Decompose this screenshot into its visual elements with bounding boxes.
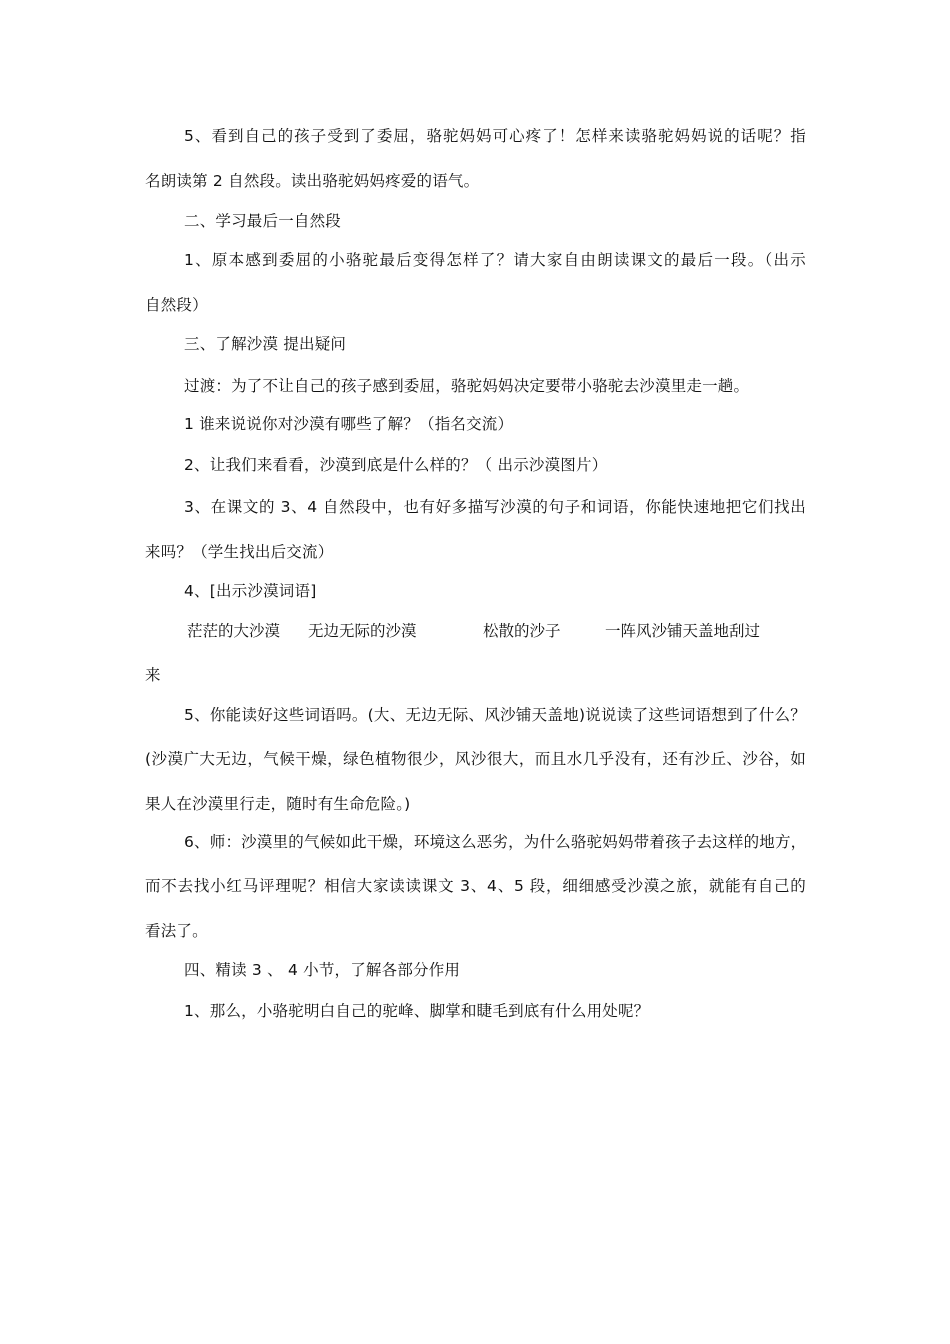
paragraph-line: 来吗？（学生找出后交流） [145, 543, 334, 561]
paragraph-line: 5、看到自己的孩子受到了委屈，骆驼妈妈可心疼了！怎样来读骆驼妈妈说的话呢？指 [184, 127, 806, 145]
paragraph-line: 1、原本感到委屈的小骆驼最后变得怎样了？请大家自由朗读课文的最后一段。（出示 [184, 251, 806, 269]
section-heading: 三、了解沙漠 提出疑问 [184, 335, 347, 353]
paragraph-line: 4、[出示沙漠词语] [184, 582, 317, 600]
paragraph-line: 5、你能读好这些词语吗。(大、无边无际、风沙铺天盖地)说说读了这些词语想到了什么？ [184, 706, 806, 724]
word-item: 无边无际的沙漠 [308, 622, 417, 640]
section-heading: 二、学习最后一自然段 [184, 212, 342, 230]
paragraph-line: 3、在课文的 3、4 自然段中，也有好多描写沙漠的句子和词语，你能快速地把它们找出 [184, 498, 806, 516]
paragraph-line: 而不去找小红马评理呢？相信大家读读课文 3、4、5 段，细细感受沙漠之旅，就能有自己的 [145, 877, 806, 895]
paragraph-line: 1 谁来说说你对沙漠有哪些了解？（指名交流） [184, 415, 514, 433]
section-heading: 四、精读 3 、 4 小节，了解各部分作用 [184, 961, 461, 979]
paragraph-line: (沙漠广大无边，气候干燥，绿色植物很少，风沙很大，而且水几乎没有，还有沙丘、沙谷，如 [145, 750, 806, 768]
word-item: 茫茫的大沙漠 [187, 622, 281, 640]
word-item: 松散的沙子 [483, 622, 561, 640]
paragraph-line: 看法了。 [145, 922, 208, 940]
paragraph-line: 果人在沙漠里行走，随时有生命危险。) [145, 795, 411, 813]
word-item: 一阵风沙铺天盖地刮过 [605, 622, 761, 640]
paragraph-line: 过渡：为了不让自己的孩子感到委屈，骆驼妈妈决定要带小骆驼去沙漠里走一趟。 [184, 377, 750, 395]
paragraph-line: 来 [145, 666, 161, 684]
paragraph-line: 1、那么，小骆驼明白自己的驼峰、脚掌和睫毛到底有什么用处呢？ [184, 1002, 650, 1020]
paragraph-line: 6、师：沙漠里的气候如此干燥，环境这么恶劣，为什么骆驼妈妈带着孩子去这样的地方， [184, 833, 807, 851]
paragraph-line: 名朗读第 2 自然段。读出骆驼妈妈疼爱的语气。 [145, 172, 480, 190]
paragraph-line: 自然段） [145, 296, 208, 314]
paragraph-line: 2、让我们来看看，沙漠到底是什么样的？（ 出示沙漠图片） [184, 456, 608, 474]
